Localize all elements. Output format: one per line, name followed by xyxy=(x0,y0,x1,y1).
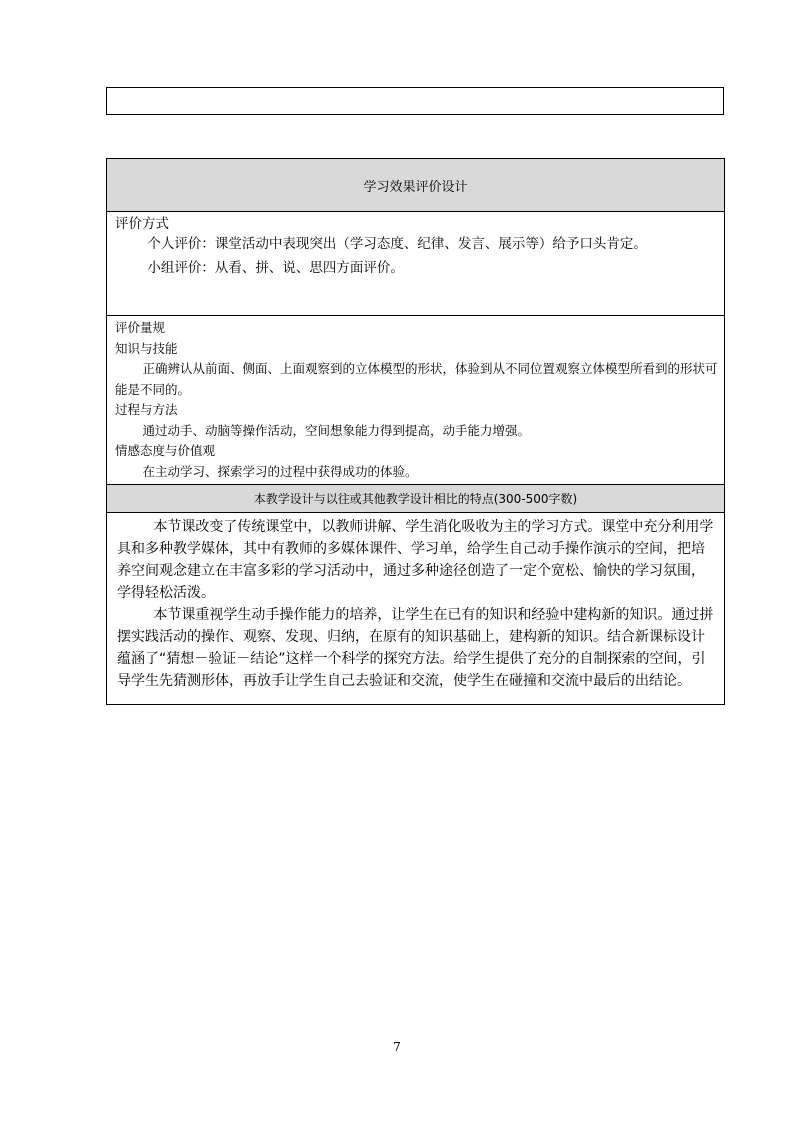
evaluation-method-cell xyxy=(107,212,725,316)
individual-evaluation: 个人评价：课堂活动中表现突出（学习态度、纪律、发言、展示等）给予口头肯定。 xyxy=(147,236,647,252)
process-title: 过程与方法 xyxy=(115,402,178,417)
features-paragraph-2: 本节课重视学生动手操作能力的培养，让学生在已有的知识和经验中建构新的知识。通过拼摆实践活动的操作、观察、发现、归纳，在原有的知识基础上，建构新的知识。结合新课标设计蕴涵了“猜想－验证－结论”这样一个科学的探究方法。给学生提供了充分的自制探索的空间，引导学生先猜测形体，再放手让学生自己去验证和交流，使学生在碰撞和交流中最后的出结论。 xyxy=(117,607,714,689)
evaluation-table xyxy=(106,158,725,705)
emotion-title: 情感态度与价值观 xyxy=(115,443,216,458)
rubric-cell xyxy=(107,316,725,485)
process-text: 通过动手、动脑等操作活动，空间想象能力得到提高，动手能力增强。 xyxy=(142,422,531,438)
features-header: 本教学设计与以往或其他教学设计相比的特点(300-500字数) xyxy=(107,485,725,513)
page-number: 7 xyxy=(393,1040,401,1054)
features-paragraph-1: 本节课改变了传统课堂中，以教师讲解、学生消化吸收为主的学习方式。课堂中充分利用学具和多种教学媒体，其中有教师的多媒体课件、学习单，给学生自己动手操作演示的空间，把培养空间观念建立在丰富多彩的学习活动中，通过多种途径创造了一定个宽松、愉快的学习氛围，学得轻松活泼。 xyxy=(117,519,714,601)
previous-table-bottom-row xyxy=(106,87,724,115)
group-evaluation: 小组评价：从看、拼、说、思四方面评价。 xyxy=(147,260,404,276)
emotion-text: 在主动学习、探索学习的过程中获得成功的体验。 xyxy=(142,463,418,479)
method-title: 评价方式 xyxy=(115,216,169,232)
knowledge-text: 正确辨认从前面、侧面、上面观察到的立体模型的形状，体验到从不同位置观察立体模型所看到的形状可能是不同的。 xyxy=(115,361,718,397)
knowledge-title: 知识与技能 xyxy=(115,340,178,356)
features-cell xyxy=(107,513,725,705)
evaluation-header: 学习效果评价设计 xyxy=(107,159,725,212)
rubric-title: 评价量规 xyxy=(115,320,166,335)
